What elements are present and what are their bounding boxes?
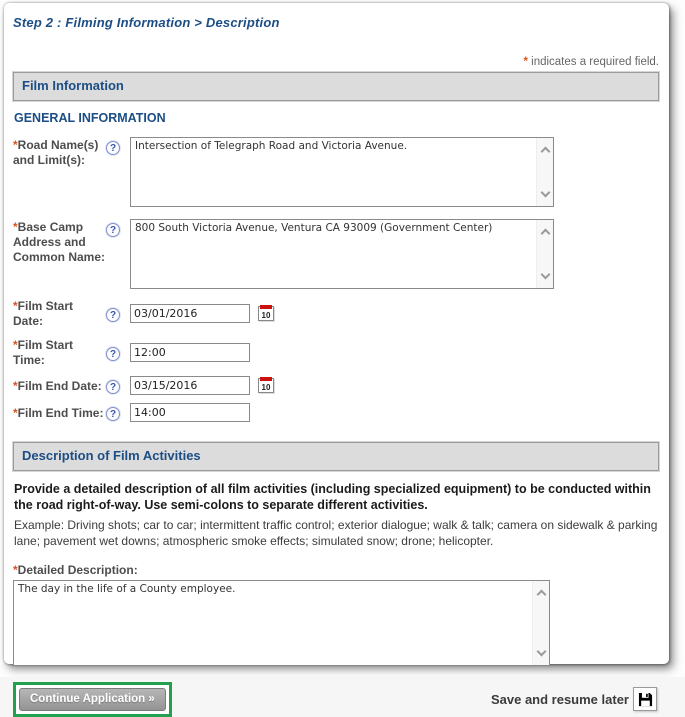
film-end-date-label: *Film End Date: <box>13 378 102 393</box>
road-name-row <box>13 137 659 207</box>
required-asterisk: * <box>13 338 18 352</box>
base-camp-textarea[interactable] <box>131 220 536 288</box>
required-asterisk: * <box>13 378 18 393</box>
section-title: Description of Film Activities <box>22 448 201 463</box>
help-icon[interactable]: ? <box>106 380 120 394</box>
annotation-highlight-box <box>13 682 172 717</box>
help-icon[interactable]: ? <box>106 223 120 237</box>
section-title: Film Information <box>22 78 124 93</box>
film-end-time-label: *Film End Time: <box>13 405 104 420</box>
scroll-up-icon[interactable] <box>541 229 551 239</box>
required-asterisk: * <box>13 405 18 420</box>
base-camp-row <box>13 219 659 289</box>
road-name-textarea[interactable] <box>131 138 536 206</box>
scroll-down-icon[interactable] <box>537 646 547 656</box>
required-note-text: indicates a required field. <box>527 56 659 68</box>
film-end-date-row <box>13 376 659 395</box>
film-end-time-input[interactable] <box>130 403 250 422</box>
required-asterisk: * <box>523 56 528 68</box>
help-icon[interactable]: ? <box>106 407 120 421</box>
base-camp-label: *Base Camp Address and Common Name: <box>13 220 106 264</box>
application-page <box>4 3 669 707</box>
scrollbar[interactable] <box>536 220 553 288</box>
film-start-time-row <box>13 337 659 368</box>
scrollbar[interactable] <box>536 138 553 206</box>
film-end-date-input[interactable] <box>130 376 250 395</box>
section-header-activities <box>13 442 659 471</box>
save-resume-label: Save and resume later <box>490 691 629 707</box>
footer-actions <box>13 682 659 717</box>
required-asterisk: * <box>13 138 18 152</box>
help-icon[interactable]: ? <box>106 141 120 155</box>
calendar-icon-day: 10 <box>261 383 271 392</box>
help-icon[interactable]: ? <box>106 308 120 322</box>
continue-application-button[interactable]: Continue Application » <box>19 688 166 711</box>
base-camp-field-wrap <box>130 219 554 289</box>
help-icon-col <box>106 219 130 238</box>
required-asterisk: * <box>13 220 18 234</box>
help-icon-col <box>106 403 130 422</box>
road-name-field-wrap <box>130 137 554 207</box>
floppy-disk-icon <box>638 692 653 707</box>
film-start-time-label: *Film Start Time: <box>13 338 74 367</box>
calendar-icon[interactable] <box>258 306 274 321</box>
activities-instructions: Provide a detailed description of all film activities (including specialized equipment) to be conducted within the road right-of-way. Use semi-colons to separate different activities. <box>14 482 651 513</box>
calendar-icon-header <box>260 305 272 309</box>
section-header-film-information <box>13 72 659 101</box>
road-name-label: *Road Name(s) and Limit(s): <box>13 138 99 167</box>
help-icon-col <box>106 137 130 156</box>
calendar-icon-header <box>260 377 272 381</box>
scroll-down-icon[interactable] <box>541 188 551 198</box>
scroll-down-icon[interactable] <box>541 270 551 280</box>
detailed-description-label: *Detailed Description: <box>13 562 138 577</box>
required-asterisk: * <box>13 562 18 577</box>
detailed-description-field-wrap <box>13 580 550 666</box>
required-field-note <box>13 56 659 68</box>
general-information-heading: GENERAL INFORMATION <box>14 111 166 125</box>
calendar-icon-day: 10 <box>261 311 271 320</box>
breadcrumb: Step 2 : Filming Information > Description <box>13 15 280 30</box>
help-icon-col <box>106 304 130 323</box>
help-icon-col <box>106 343 130 362</box>
calendar-icon[interactable] <box>258 378 274 393</box>
help-icon-col <box>106 376 130 395</box>
help-icon[interactable]: ? <box>106 347 120 361</box>
film-end-time-row <box>13 403 659 422</box>
film-start-time-input[interactable] <box>130 343 250 362</box>
required-asterisk: * <box>13 299 18 313</box>
scrollbar[interactable] <box>532 581 549 665</box>
scroll-up-icon[interactable] <box>537 589 547 599</box>
save-button[interactable] <box>633 687 657 711</box>
film-start-date-label: *Film Start Date: <box>13 299 74 328</box>
film-start-date-row <box>13 298 659 329</box>
activities-example: Example: Driving shots; car to car; intermittent traffic control; exterior dialogue; walk & talk; camera on sidewalk & parking lane; pavement wet downs; atmospheric smoke effects; simulated snow; drone; helicopter. <box>14 517 658 548</box>
scroll-up-icon[interactable] <box>541 147 551 157</box>
film-start-date-input[interactable] <box>130 304 250 323</box>
detailed-description-textarea[interactable] <box>14 581 532 665</box>
save-resume-area <box>491 687 657 711</box>
